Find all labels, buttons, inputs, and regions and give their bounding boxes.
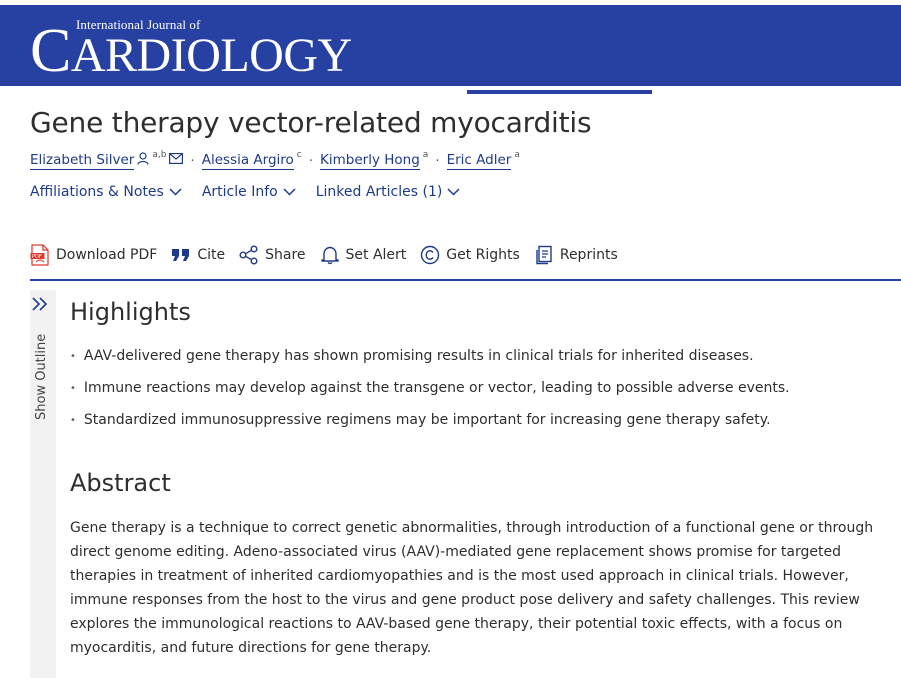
- list-item: [70, 348, 790, 380]
- quote-icon: [171, 248, 191, 262]
- mail-icon[interactable]: [169, 152, 183, 168]
- affiliations-notes-toggle[interactable]: [30, 184, 182, 200]
- author-affiliation-sup: a: [514, 150, 520, 160]
- linked-articles-label: Linked Articles (1): [315, 184, 443, 200]
- chevron-down-icon: [447, 184, 460, 200]
- author-separator: ·: [190, 153, 195, 169]
- author-separator: ·: [308, 153, 314, 169]
- journal-banner[interactable]: [0, 5, 901, 86]
- highlight-text: Immune reactions may develop against the transgene or vector, leading to possible adverse events.: [83, 380, 790, 396]
- copyright-icon: [420, 245, 440, 265]
- linked-articles-toggle[interactable]: [316, 184, 461, 200]
- chevron-down-icon: [283, 184, 296, 200]
- share-icon: [239, 245, 259, 265]
- bell-icon: [320, 245, 340, 265]
- journal-logo-rest: ARDIOLOGY: [70, 29, 352, 82]
- cite-button[interactable]: [171, 247, 225, 263]
- journal-logo-initial: C: [30, 17, 71, 85]
- set-alert-button[interactable]: [320, 245, 407, 265]
- chevron-down-icon: [169, 184, 182, 200]
- bullet-icon: •: [70, 415, 76, 426]
- set-alert-label: Set Alert: [345, 247, 407, 263]
- journal-logo: [30, 19, 352, 88]
- toolbar-divider: [30, 279, 901, 281]
- author-affiliation-sup: c: [296, 150, 302, 160]
- svg-text:PDF: PDF: [32, 254, 42, 260]
- author-link-silver[interactable]: Elizabeth Silver: [30, 152, 135, 168]
- author-affiliation-sup: a: [422, 150, 429, 160]
- download-pdf-button[interactable]: [30, 244, 157, 266]
- journal-prefix: International Journal of: [76, 17, 201, 32]
- article-info-toggle[interactable]: [202, 184, 296, 200]
- show-outline-toggle[interactable]: Show Outline: [34, 333, 49, 420]
- reprints-button[interactable]: [534, 245, 618, 265]
- download-pdf-label: Download PDF: [56, 247, 158, 263]
- highlights-list: [70, 348, 790, 444]
- highlight-text: AAV-delivered gene therapy has shown promising results in clinical trials for inherited diseases.: [83, 348, 754, 364]
- reprints-label: Reprints: [559, 247, 618, 263]
- abstract-heading: Abstract: [70, 469, 171, 497]
- bullet-icon: •: [70, 383, 76, 394]
- get-rights-label: Get Rights: [446, 247, 520, 263]
- reading-progress-bar: [467, 90, 652, 94]
- article-toolbar: [30, 244, 632, 266]
- share-button[interactable]: [239, 245, 305, 265]
- author-link-adler[interactable]: Eric Adler: [446, 152, 512, 168]
- reprints-icon: [534, 245, 554, 265]
- affiliations-notes-label: Affiliations & Notes: [30, 184, 164, 200]
- pdf-icon: [30, 244, 50, 266]
- share-label: Share: [265, 247, 306, 263]
- author-affiliation-sup: a,b: [152, 150, 167, 160]
- list-item: [70, 380, 790, 412]
- highlights-heading: Highlights: [70, 298, 191, 326]
- abstract-text: Gene therapy is a technique to correct genetic abnormalities, through introduction of a functional gene or through direct genome editing. Adeno-associated virus (AAV)-mediated gene replacement shows promise for targeted therapies in treatment of inherited cardiomyopathies and is the most used approach in clinical trials. However, immune responses from the host to the virus and gene product pose delivery and safety challenges. This review explores the immunological reactions to AAV-based gene therapy, their potential toxic effects, with a focus on myocarditis, and future directions for gene therapy.: [70, 520, 874, 656]
- cite-label: Cite: [197, 247, 226, 263]
- person-icon[interactable]: [137, 152, 149, 169]
- article-title: Gene therapy vector-related myocarditis: [30, 106, 592, 139]
- article-meta-row: [30, 184, 480, 200]
- author-link-argiro[interactable]: Alessia Argiro: [201, 152, 294, 168]
- author-separator: ·: [435, 153, 440, 169]
- get-rights-button[interactable]: [420, 245, 520, 265]
- author-link-hong[interactable]: Kimberly Hong: [320, 152, 420, 168]
- double-chevron-right-icon[interactable]: [31, 296, 49, 315]
- bullet-icon: •: [70, 351, 76, 362]
- highlight-text: Standardized immunosuppressive regimens may be important for increasing gene therapy safety.: [83, 412, 771, 428]
- list-item: [70, 412, 790, 444]
- author-list: [30, 152, 520, 170]
- article-info-label: Article Info: [201, 184, 278, 200]
